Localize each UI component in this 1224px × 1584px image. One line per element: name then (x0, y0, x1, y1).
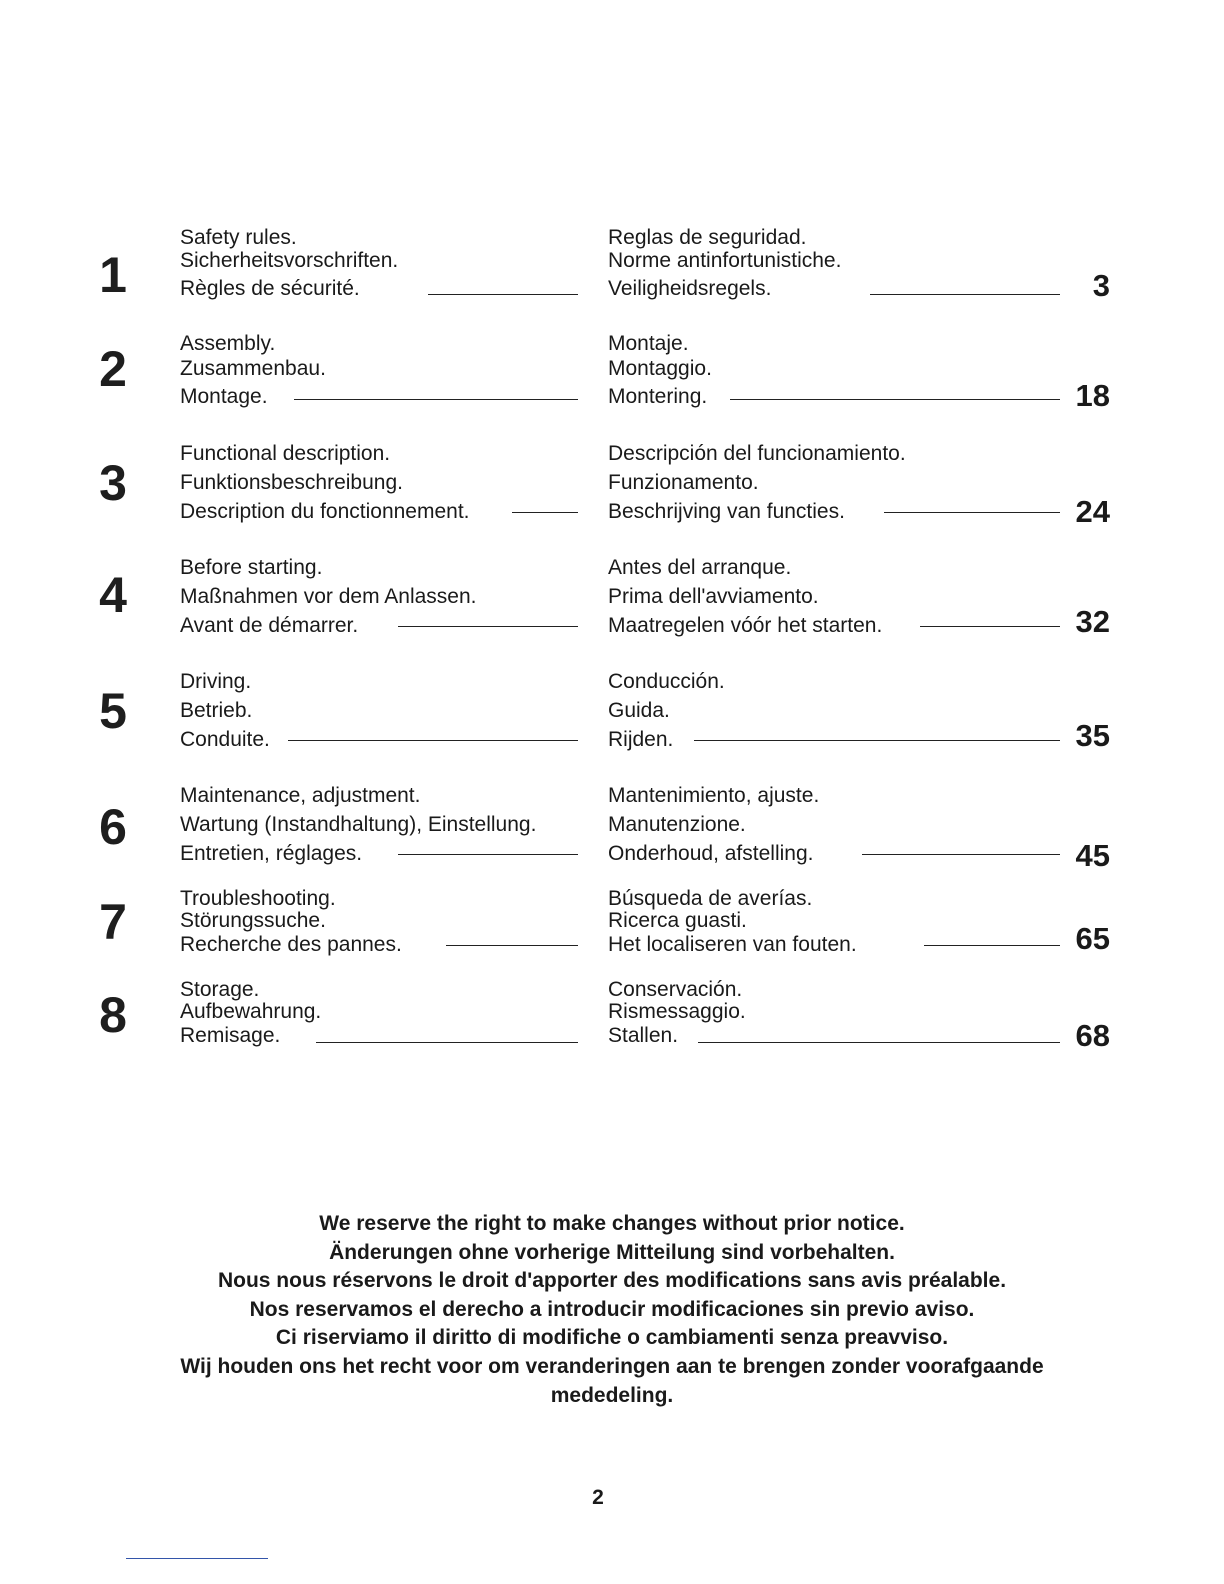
chapter-number: 1 (99, 247, 127, 303)
toc-title-nl: Montering. (608, 385, 708, 408)
leader-line (316, 1042, 578, 1043)
toc-title-nl: Maatregelen vóór het starten. (608, 614, 883, 637)
toc-title-nl: Rijden. (608, 728, 674, 751)
leader-line (730, 399, 1060, 400)
leader-line (870, 294, 1060, 295)
chapter-number: 3 (99, 455, 127, 511)
notice-line-nl: Wij houden ons het recht voor om veranderingen aan te brengen zonder voorafgaande (180, 1354, 1044, 1378)
toc-title-es: Montaje. (608, 332, 689, 355)
toc-left-column (180, 978, 578, 1048)
toc-title-nl: Veiligheidsregels. (608, 277, 772, 300)
toc-left-column (180, 784, 578, 866)
toc-title-es: Conservación. (608, 978, 743, 1001)
toc-title-fr: Règles de sécurité. (180, 277, 360, 300)
toc-left-column (180, 887, 578, 957)
chapter-number: 4 (99, 567, 127, 623)
change-notice (0, 1210, 1224, 1410)
toc-right-column (608, 332, 1060, 409)
toc-title-es: Antes del arranque. (608, 556, 792, 579)
toc-title-de: Betrieb. (180, 699, 253, 722)
leader-line (428, 294, 578, 295)
chapter-number: 7 (99, 894, 127, 950)
toc-right-column (608, 887, 1060, 957)
toc-title-de: Wartung (Instandhaltung), Einstellung. (180, 813, 537, 836)
toc-title-it: Manutenzione. (608, 813, 746, 836)
notice-line-fr: Nous nous réservons le droit d'apporter des modifications sans avis préalable. (217, 1269, 1007, 1293)
leader-line (512, 512, 578, 513)
toc-title-es: Búsqueda de averías. (608, 887, 813, 910)
toc-title-es: Reglas de seguridad. (608, 226, 807, 249)
toc-title-fr: Montage. (180, 385, 268, 408)
toc-title-fr: Conduite. (180, 728, 270, 751)
toc-title-en: Safety rules. (180, 226, 297, 249)
toc-title-it: Guida. (608, 699, 670, 722)
toc-title-de: Aufbewahrung. (180, 1000, 322, 1023)
leader-line (884, 512, 1060, 513)
toc-title-nl: Stallen. (608, 1024, 679, 1047)
toc-title-es: Conducción. (608, 670, 725, 693)
page-reference: 68 (1075, 1018, 1110, 1053)
toc-title-en: Storage. (180, 978, 260, 1001)
page-reference: 32 (1075, 604, 1110, 639)
toc-title-fr: Recherche des pannes. (180, 933, 402, 956)
toc-title-nl: Het localiseren van fouten. (608, 933, 857, 956)
toc-title-it: Prima dell'avviamento. (608, 585, 819, 608)
toc-left-column (180, 442, 578, 524)
toc-right-column (608, 226, 1060, 301)
toc-title-it: Ricerca guasti. (608, 909, 747, 932)
toc-left-column (180, 670, 578, 752)
toc-title-fr: Remisage. (180, 1024, 281, 1047)
toc-left-column (180, 226, 578, 301)
leader-line (446, 945, 578, 946)
toc-title-it: Montaggio. (608, 357, 712, 380)
toc-title-en: Driving. (180, 670, 252, 693)
toc-right-column (608, 978, 1060, 1048)
toc-title-de: Zusammenbau. (180, 357, 326, 380)
leader-line (294, 399, 578, 400)
notice-line-en: We reserve the right to make changes without prior notice. (319, 1212, 905, 1235)
leader-line (862, 854, 1060, 855)
toc-title-de: Sicherheitsvorschriften. (180, 249, 399, 272)
leader-line (288, 740, 578, 741)
toc-title-es: Descripción del funcionamiento. (608, 442, 906, 465)
toc-title-en: Maintenance, adjustment. (180, 784, 421, 807)
toc-left-column (180, 332, 578, 409)
toc-title-en: Functional description. (180, 442, 391, 465)
page-reference: 45 (1075, 838, 1110, 873)
toc-title-en: Assembly. (180, 332, 276, 355)
page-reference: 24 (1075, 494, 1110, 529)
leader-line (698, 1042, 1060, 1043)
page-reference: 35 (1075, 718, 1110, 753)
toc-title-it: Norme antinfortunistiche. (608, 249, 842, 272)
toc-left-column (180, 556, 578, 638)
leader-line (694, 740, 1060, 741)
chapter-number: 6 (99, 799, 127, 855)
page-reference: 18 (1075, 378, 1110, 413)
toc-title-fr: Entretien, réglages. (180, 842, 363, 865)
toc-title-en: Troubleshooting. (180, 887, 336, 910)
chapter-number: 5 (99, 683, 127, 739)
toc-title-en: Before starting. (180, 556, 323, 579)
toc-title-fr: Description du fonctionnement. (180, 500, 470, 523)
toc-title-it: Rismessaggio. (608, 1000, 746, 1023)
chapter-number: 2 (99, 341, 127, 397)
toc-right-column (608, 556, 1060, 638)
notice-line-nl-continued: mededeling. (550, 1383, 674, 1407)
leader-line (398, 626, 578, 627)
leader-line (920, 626, 1060, 627)
toc-title-nl: Beschrijving van functies. (608, 500, 845, 523)
toc-title-nl: Onderhoud, afstelling. (608, 842, 814, 865)
toc-right-column (608, 670, 1060, 752)
chapter-number: 8 (99, 987, 127, 1043)
toc-title-de: Maßnahmen vor dem Anlassen. (180, 585, 477, 608)
leader-line (398, 854, 578, 855)
toc-title-fr: Avant de démarrer. (180, 614, 359, 637)
toc-title-de: Funktionsbeschreibung. (180, 471, 403, 494)
footer-rule (126, 1558, 268, 1559)
toc-title-es: Mantenimiento, ajuste. (608, 784, 820, 807)
toc-title-it: Funzionamento. (608, 471, 759, 494)
toc-right-column (608, 442, 1060, 524)
page-reference: 65 (1075, 921, 1110, 956)
leader-line (924, 945, 1060, 946)
notice-line-it: Ci riserviamo il diritto di modifiche o cambiamenti senza preavviso. (275, 1326, 949, 1350)
toc-title-de: Störungssuche. (180, 909, 326, 932)
notice-line-de: Änderungen ohne vorherige Mitteilung sind vorbehalten. (329, 1240, 895, 1264)
page-number: 2 (592, 1486, 604, 1509)
toc-right-column (608, 784, 1060, 866)
notice-line-es: Nos reservamos el derecho a introducir modificaciones sin previo aviso. (249, 1297, 975, 1321)
page-reference: 3 (1092, 268, 1110, 303)
